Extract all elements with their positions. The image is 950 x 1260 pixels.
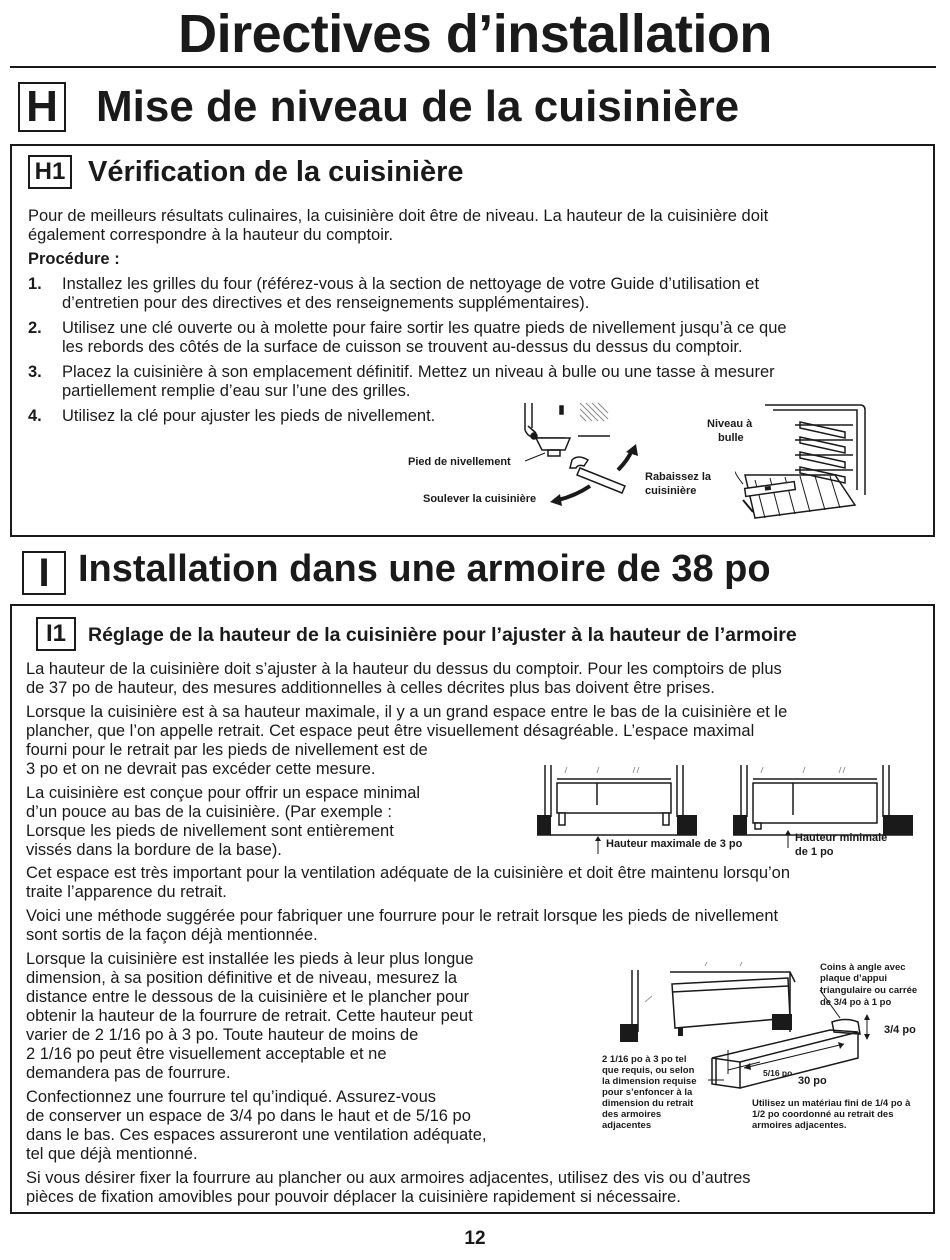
i1-p6-line5: varier de 2 1/16 po à 3 po. Toute hauteur de moins de <box>26 1026 419 1044</box>
i1-p7-line2: de conserver un espace de 3/4 po dans le haut et de 5/16 po <box>26 1107 471 1125</box>
i1-p5-line1: Voici une méthode suggérée pour fabriquer une fourrure pour le retrait lorsque les pieds de nivellement <box>26 907 779 925</box>
section-h-letter: H <box>18 82 66 132</box>
procedure-label: Procédure : <box>28 250 120 268</box>
label-three-quarter: 3/4 po <box>884 1024 916 1036</box>
section-h-heading: Mise de niveau de la cuisinière <box>96 82 740 131</box>
i1-p2-line2: plancher, que l’on appelle retrait. Cet espace peut être visuellement désagréable. L’espace maximal <box>26 722 755 740</box>
max-height-illustration <box>537 765 697 837</box>
min-height-illustration <box>733 765 913 837</box>
label-material-note-2: 1/2 po coordonné au retrait des <box>752 1109 894 1120</box>
page-number: 12 <box>464 1228 486 1249</box>
label-bubble-level-2: bulle <box>718 432 744 444</box>
i1-p8-line1: Si vous désirer fixer la fourrure au plancher ou aux armoires adjacentes, utilisez des vis ou d’autres <box>26 1169 751 1187</box>
i1-p3-line1: La cuisinière est conçue pour offrir un espace minimal <box>26 784 421 802</box>
label-lower-range-2: cuisinière <box>645 485 697 497</box>
i1-heading: Réglage de la hauteur de la cuisinière pour l’ajuster à la hauteur de l’armoire <box>88 624 797 646</box>
step-3-text: Placez la cuisinière à son emplacement définitif. Mettez un niveau à bulle ou une tasse à mesurer <box>62 363 775 381</box>
label-corners-1: Coins à angle avec <box>820 962 906 973</box>
i1-p4-line2: traite l’apparence du retrait. <box>26 883 227 901</box>
label-corners-3: triangulaire ou carrée <box>820 985 918 996</box>
i1-p6-line7: demandera pas de fourrure. <box>26 1064 231 1082</box>
oven-level-illustration <box>735 400 875 525</box>
h1-intro-line1: Pour de meilleurs résultats culinaires, la cuisinière doit être de niveau. La hauteur de la cuisinière doit <box>28 207 769 225</box>
h1-intro-line2: également correspondre à la hauteur du comptoir. <box>28 226 394 244</box>
label-thirty: 30 po <box>798 1075 827 1087</box>
i1-p2-line4: 3 po et on ne devrait pas excéder cette mesure. <box>26 760 376 778</box>
label-height-note-6: des armoires <box>602 1109 662 1120</box>
step-2-number: 2. <box>28 319 42 337</box>
step-1-text: Installez les grilles du four (référez-vous à la section de nettoyage de votre Guide d’utilisation et <box>62 275 760 293</box>
step-1-number: 1. <box>28 275 42 293</box>
label-material-note-3: armoires adjacentes. <box>752 1120 847 1131</box>
label-lower-range-1: Rabaissez la <box>645 471 712 483</box>
i1-p6-line4: obtenir la hauteur de la fourrure de retrait. Cette hauteur peut <box>26 1007 473 1025</box>
title-divider <box>10 66 936 68</box>
label-height-note-5: dimension du retrait <box>602 1098 694 1109</box>
page-title: Directives d’installation <box>178 4 772 64</box>
section-i-letter: I <box>22 551 66 595</box>
step-2-text-cont: les rebords des côtés de la surface de cuisson se trouvent au-dessus du dessus du comptoir. <box>62 338 743 356</box>
min-height-arrow <box>783 830 793 848</box>
i1-p6-line3: distance entre le dessous de la cuisinière et le plancher pour <box>26 988 470 1006</box>
i1-p1-line1: La hauteur de la cuisinière doit s’ajuster à la hauteur du dessus du comptoir. Pour les comptoirs de plus <box>26 660 782 678</box>
i1-p7-line4: tel que déjà mentionné. <box>26 1145 198 1163</box>
step-4-text: Utilisez la clé pour ajuster les pieds de nivellement. <box>62 407 436 425</box>
label-min-height-2: de 1 po <box>795 846 834 858</box>
label-material-note-1: Utilisez un matériau fini de 1/4 po à <box>752 1098 911 1109</box>
i1-p2-line1: Lorsque la cuisinière est à sa hauteur maximale, il y a un grand espace entre le bas de la cuisinière et le <box>26 703 788 721</box>
i1-p2-line3: fourni pour le retrait par les pieds de nivellement est de <box>26 741 428 759</box>
label-height-note-2: que requis, ou selon <box>602 1065 695 1076</box>
i1-p3-line2: d’un pouce au bas de la cuisinière. (Par exemple : <box>26 803 392 821</box>
step-4-number: 4. <box>28 407 42 425</box>
i1-p4-line1: Cet espace est très important pour la ventilation adéquate de la cuisinière et doit être maintenu lorsqu’on <box>26 864 791 882</box>
i1-p5-line2: sont sortis de la façon déjà mentionnée. <box>26 926 318 944</box>
i1-code-box: I1 <box>36 617 76 651</box>
label-max-height: Hauteur maximale de 3 po <box>606 838 743 850</box>
step-3-number: 3. <box>28 363 42 381</box>
label-bubble-level-1: Niveau à <box>707 418 753 430</box>
label-corners-4: de 3/4 po à 1 po <box>820 997 892 1008</box>
i1-p6-line1: Lorsque la cuisinière est installée les pieds à leur plus longue <box>26 950 474 968</box>
label-raise-range: Soulever la cuisinière <box>423 493 537 505</box>
label-corners-2: plaque d’appui <box>820 973 888 984</box>
i1-p6-line6: 2 1/16 po peut être visuellement acceptable et ne <box>26 1045 387 1063</box>
label-height-note-1: 2 1/16 po à 3 po tel <box>602 1054 687 1065</box>
i1-p7-line1: Confectionnez une fourrure tel qu’indiqué. Assurez-vous <box>26 1088 436 1106</box>
i1-p1-line2: de 37 po de hauteur, des mesures additionnelles à celles décrites plus bas doivent être prises. <box>26 679 715 697</box>
label-five-sixteenth: 5/16 po <box>763 1068 793 1078</box>
i1-p7-line3: dans le bas. Ces espaces assureront une ventilation adéquate, <box>26 1126 487 1144</box>
label-height-note-7: adjacentes <box>602 1120 652 1131</box>
label-leveling-leg: Pied de nivellement <box>408 456 511 468</box>
i1-p8-line2: pièces de fixation amovibles pour pouvoir déplacer la cuisinière rapidement si nécessaire. <box>26 1188 681 1206</box>
i1-p3-line3: Lorsque les pieds de nivellement sont entièrement <box>26 822 394 840</box>
i1-p3-line4: vissés dans la bordure de la base). <box>26 841 282 859</box>
label-min-height-1: Hauteur minimale <box>795 832 888 844</box>
h1-code-box: H1 <box>28 155 72 189</box>
max-height-arrow <box>593 836 603 854</box>
step-3-text-cont: partiellement remplie d’eau sur l’une des grilles. <box>62 382 411 400</box>
step-2-text: Utilisez une clé ouverte ou à molette pour faire sortir les quatre pieds de nivellement jusqu’à ce que <box>62 319 787 337</box>
label-height-note-4: pour s’enfoncer à la <box>602 1087 693 1098</box>
h1-heading: Vérification de la cuisinière <box>88 156 464 188</box>
label-height-note-3: la dimension requise <box>602 1076 697 1087</box>
step-1-text-cont: d’entretien pour des directives et des renseignements supplémentaires). <box>62 294 590 312</box>
i1-p6-line2: dimension, à sa position définitive et de niveau, mesurez la <box>26 969 458 987</box>
section-i-heading: Installation dans une armoire de 38 po <box>78 548 771 590</box>
